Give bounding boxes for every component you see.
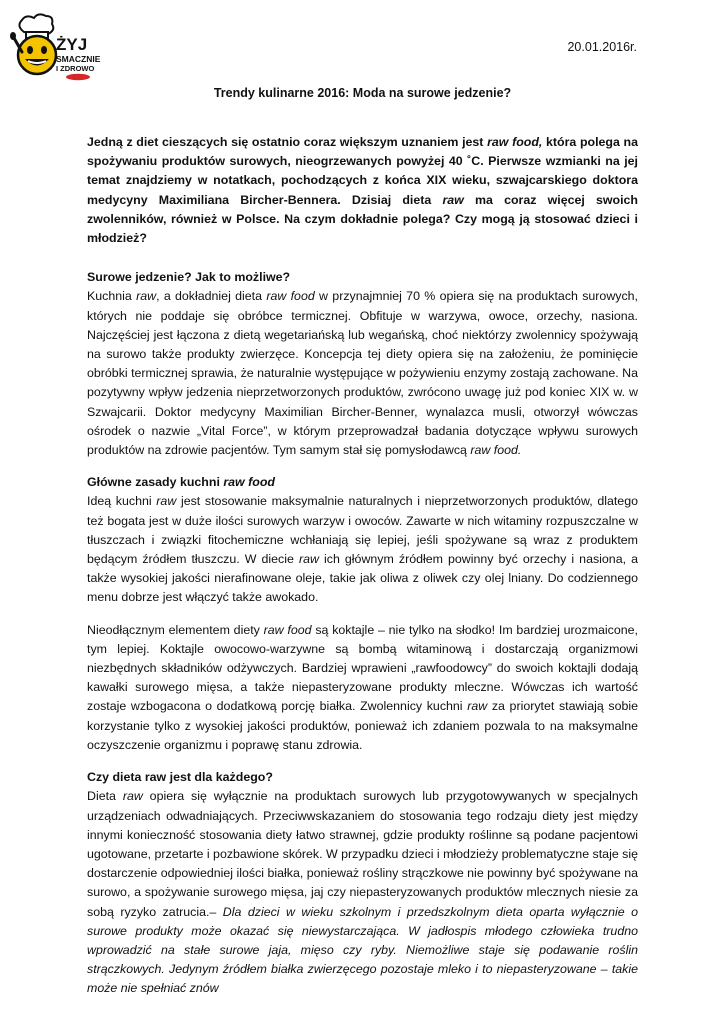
italic-text-run: raw food bbox=[223, 475, 275, 490]
italic-text-run: raw bbox=[467, 699, 488, 714]
text-run: Ideą kuchni bbox=[87, 494, 157, 509]
section-heading bbox=[87, 268, 638, 287]
text-run: Dieta bbox=[87, 789, 123, 804]
section-heading bbox=[87, 768, 638, 787]
text-run: Surowe jedzenie? Jak to możliwe? bbox=[87, 270, 291, 285]
document-date: 20.01.2016r. bbox=[567, 40, 637, 54]
text-run: Główne zasady kuchni bbox=[87, 475, 224, 490]
text-run: Czy dieta raw jest dla każdego? bbox=[87, 770, 273, 785]
italic-text-run: Dla dzieci w wieku szkolnym i przedszkolnym dieta oparta wyłącznie o surowe produkty może okazać się niewystarczająca. W jadłospis młodego człowieka trudno wprowadzić na stałe surowe jaja, mięso czy ryby. Niemożliwe staje się podawanie roślin strączkowych. Jedynym źródłem białka zwierzęcego pozostaje mleko i to niepasteryzowane – takie może nie spełniać znów bbox=[87, 904, 638, 996]
text-run: opiera się wyłącznie na produktach surowych lub przygotowywanych w specjalnych urządzeniach odwadniających. Przeciwwskazaniem do stosowania tego rodzaju diety jest między innymi konieczność stosowania diety łatwo strawnej, gdzie produkty roślinne są podane pacjentowi ugotowane, przetarte i pozbawione skórek. W przypadku dzieci i młodzieży problematyczne staje się dostarczenie odpowiedniej ilości białka, ponieważ rośliny strączkowe nie powinny być spożywane na surowo, a spożywanie surowego mięsa, jaj czy niepasteryzowanych produktów mlecznych niesie za sobą ryzyko zatrucia.– bbox=[87, 789, 639, 919]
logo-title: ŻYJ bbox=[56, 35, 88, 54]
body-paragraph bbox=[87, 787, 638, 998]
italic-text-run: raw bbox=[136, 289, 157, 304]
document-title: Trendy kulinarne 2016: Moda na surowe jedzenie? bbox=[213, 86, 512, 100]
body-paragraph bbox=[87, 492, 638, 607]
italic-text-run: raw bbox=[156, 494, 177, 509]
body-paragraph bbox=[87, 287, 638, 460]
text-run: są koktajle – nie tylko na słodko! Im bardziej urozmaicone, tym lepiej. Koktajle owocowo-warzywne są bombą witaminową i dostarczają organizmowi niezbędnych składników odżywczych. Bardziej wprawieni „rawfoodowcy” do swoich koktajli dodają kawałki surowego mięsa, a także niepasteryzowane produkty mleczne. Wówczas ich wartość zostaje wzbogacona o dodatkową porcję białka. Zwolennicy kuchni bbox=[87, 622, 638, 714]
text-run: w przynajmniej 70 % opiera się na produktach surowych, których nie poddaje się obróbce termicznej. Obfituje w warzywa, owoce, orzechy, nasiona. Najczęściej jest łączona z dietą wegetariańską lub wegańską, choć niektórzy zwolennicy spożywają na surowo także produkty zwierzęce. Koncepcja tej diety opiera się na założeniu, że pominięcie obróbki termicznej sprawia, że naturalnie występujące w pożywieniu enzymy zostają zachowane. Na pozytywny wpływ jedzenia nieprzetworzonych produktów, zwrócono uwagę już pod koniec XIX w. w Szwajcarii. Doktor medycyny Maximilian Bircher-Benner, wynalazca musli, otworzył wówczas ośrodek o nazwie „Vital Force”, w którym przeprowadzał badania dotyczące wpływu surowych produktów na zdrowie pacjentów. Tym samym stał się pomysłodawcą bbox=[87, 289, 638, 458]
logo-line-3: I ZDROWO bbox=[56, 64, 95, 73]
sponsor-badge-icon bbox=[66, 74, 90, 80]
italic-text-run: raw food bbox=[266, 289, 315, 304]
text-run: jest stosowanie maksymalnie naturalnych i nieprzetworzonych produktów, dlatego też bogata jest w duże ilości surowych warzyw i owoców. Zawarte w nich witaminy rozpuszczalne w tłuszczach i związki fitochemiczne wchłaniają się lepiej, jeśli spożywane są wraz z produktem będącym źródłem tłuszczu. W diecie bbox=[87, 494, 638, 567]
text-run: ma coraz więcej swoich zwolenników, również w Polsce. Na czym dokładnie polega? Czy mogą ją stosować dzieci i młodzież? bbox=[87, 192, 638, 246]
logo-line-2: SMACZNIE bbox=[56, 54, 101, 64]
text-run: Nieodłącznym elementem diety bbox=[87, 622, 264, 637]
italic-text-run: raw food. bbox=[470, 443, 522, 458]
body-paragraph bbox=[87, 621, 638, 755]
brand-logo bbox=[8, 12, 120, 82]
italic-text-run: raw food, bbox=[487, 135, 543, 149]
italic-text-run: raw food bbox=[263, 622, 312, 637]
smiling-chef-icon bbox=[10, 32, 56, 74]
text-run: za priorytet stawiają sobie korzystanie tylko z wysokiej jakości produktów, ponieważ ich zdaniem pozwala to na maksymalne oczyszczenie organizmu i poprawę stanu zdrowia. bbox=[87, 699, 638, 752]
text-run: Kuchnia bbox=[87, 289, 137, 304]
lead-paragraph bbox=[87, 133, 638, 248]
italic-text-run: raw bbox=[442, 192, 464, 207]
italic-text-run: raw bbox=[122, 789, 143, 804]
text-run: , a dokładniej dieta bbox=[156, 289, 267, 304]
text-run: ich głównym źródłem powinny być orzechy i nasiona, a także wysokiej jakości nierafinowane oleje, takie jak oliwa z oliwek czy olej lniany. Do codziennego menu dobrze jest włączyć także awokado. bbox=[87, 552, 638, 605]
section-heading bbox=[87, 473, 638, 492]
chef-hat-icon bbox=[19, 14, 53, 38]
italic-text-run: raw bbox=[298, 552, 319, 567]
text-run: Jedną z diet cieszących się ostatnio coraz większym uznaniem jest bbox=[87, 135, 488, 149]
article-body bbox=[87, 133, 638, 999]
text-run: która polega na spożywaniu produktów surowych, nieogrzewanych powyżej 40 ˚C. Pierwsze wzmianki na jej temat znajdziemy w notatkach, pochodzących z końca XIX wieku, szwajcarskiego doktora medycyny Maximiliana Bircher-Bennera. Dzisiaj dieta bbox=[87, 135, 638, 207]
